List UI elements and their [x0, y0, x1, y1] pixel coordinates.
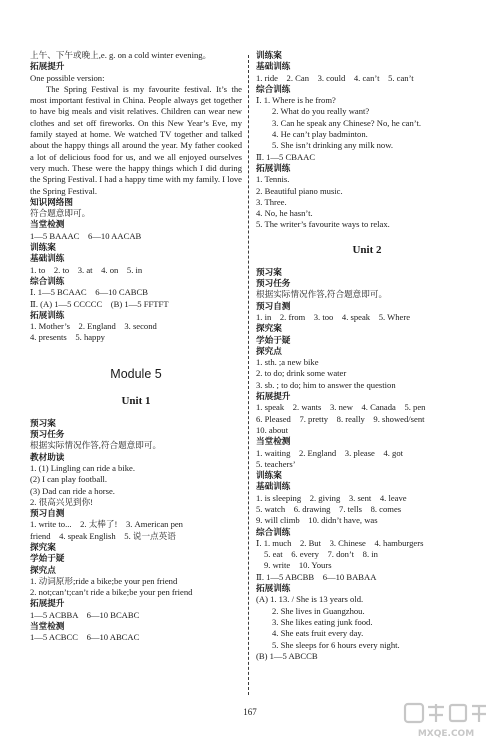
answer-line: Ⅱ. (A) 1—5 CCCCC (B) 1—5 FFTFT: [30, 298, 169, 309]
section-heading: 预习自测: [256, 300, 291, 311]
answer-line: 1. write to... 2. 太棒了! 3. American pen: [30, 519, 183, 530]
section-heading: 训练案: [256, 470, 282, 481]
answer-line: Ⅰ. 1. Where is he from?: [256, 95, 336, 106]
section-heading: 基础训练: [30, 253, 65, 264]
answer-line: (B) 1—5 ABCCB: [256, 650, 318, 661]
answer-line: 1. is sleeping 2. giving 3. sent 4. leave: [256, 492, 407, 503]
section-heading: 预习任务: [256, 278, 291, 289]
answer-line: 2. She lives in Guangzhou.: [272, 605, 365, 616]
answer-line: 3. She likes eating junk food.: [272, 616, 373, 627]
answer-line: 1. in 2. from 3. too 4. speak 5. Where: [256, 311, 411, 322]
section-heading: 学始于疑: [256, 334, 291, 345]
essay-paragraph: The Spring Festival is my favourite festival. It’s the most important festival in China. People always get together to have big meals and visit relatives. Children can wear new clothes and set off fireworks. On this New Year’s Eve, my family stayed at home. We watched TV together and talked about the happy things all around the year. My father cooked a lot of delicious food for us, and we all enjoyed ourselves very much. These were the happy things which I did during the Spring Festival. I had a happy time with my family. I love the Spring Festival.: [30, 83, 242, 196]
answer-line: 4. He can’t play badminton.: [272, 129, 368, 140]
section-heading: 预习案: [30, 417, 56, 428]
answer-line: 1. 动词原形;ride a bike;be your pen friend: [30, 575, 178, 586]
answer-line: 10. about: [256, 424, 288, 435]
answer-line: (A) 1. 13. / She is 13 years old.: [256, 594, 364, 605]
watermark-text: MXQE.COM: [417, 729, 475, 739]
section-heading: 探究点: [30, 564, 56, 575]
section-heading: 当堂检测: [30, 621, 65, 632]
answer-line: 9. will climb 10. didn’t have, was: [256, 515, 378, 526]
module-title: Module 5: [110, 366, 162, 381]
answer-line: 5. eat 6. every 7. don’t 8. in: [264, 549, 378, 560]
answer-line: 1. waiting 2. England 3. please 4. got: [256, 447, 404, 458]
page-number: 167: [243, 707, 257, 717]
answer-line: 2. to do; drink some water: [256, 368, 347, 379]
text-line: 上午、下午或晚上,e. g. on a cold winter evening。: [30, 50, 212, 60]
answer-line: 5. She sleeps for 6 hours every night.: [272, 639, 400, 650]
answer-line: 4. No, he hasn’t.: [256, 208, 313, 219]
section-heading: 教材助读: [30, 451, 65, 462]
section-heading: 探究点: [256, 345, 282, 356]
answer-line: 4. She eats fruit every day.: [272, 628, 364, 639]
section-heading: 探究案: [30, 541, 56, 552]
section-heading: 综合训练: [256, 526, 291, 537]
answer-line: Ⅱ. 1—5 ABCBB 6—10 BABAA: [256, 571, 377, 582]
text-line: 根据实际情况作答,符合题意即可。: [30, 440, 162, 451]
section-heading: 训练案: [256, 50, 282, 60]
section-heading: 拓展训练: [256, 583, 291, 594]
right-column: [256, 50, 478, 662]
text-line: One possible version:: [30, 72, 105, 83]
section-heading: 综合训练: [256, 83, 291, 94]
section-heading: 预习自测: [30, 508, 65, 519]
watermark-logo: [402, 701, 490, 741]
answer-line: 1—5 BAAAC 6—10 AACAB: [30, 230, 142, 241]
section-heading: 知识网络图: [30, 196, 73, 207]
answer-line: Ⅰ. 1—5 BCAAC 6—10 CABCB: [30, 287, 148, 298]
answer-line: 2. What do you really want?: [272, 106, 370, 117]
answer-line: Ⅱ. 1—5 CBAAC: [256, 151, 316, 162]
answer-line: 5. She isn’t drinking any milk now.: [272, 140, 394, 151]
answer-line: 6. Pleased 7. pretty 8. really 9. showed/sent: [256, 413, 425, 424]
answer-line: (2) I can play football.: [30, 474, 108, 485]
answer-line: 1. sth. ;a new bike: [256, 357, 319, 368]
unit-title: Unit 2: [352, 243, 382, 256]
answer-line: 1. ride 2. Can 3. could 4. can’t 5. can’t: [256, 72, 414, 83]
answer-line: 1. to 2. to 3. at 4. on 5. in: [30, 264, 143, 275]
answer-line: 1. (1) Lingling can ride a bike.: [30, 462, 136, 473]
section-heading: 探究案: [256, 323, 282, 334]
answer-line: 2. 很高兴见到你!: [30, 496, 94, 507]
answer-line: 5. watch 6. drawing 7. tells 8. comes: [256, 503, 402, 514]
answer-line: 3. Can he speak any Chinese? No, he can’t.: [272, 117, 421, 128]
answer-line: 3. Three.: [256, 196, 287, 207]
section-heading: 综合训练: [30, 275, 65, 286]
section-heading: 学始于疑: [30, 553, 65, 564]
answer-line: (3) Dad can ride a horse.: [30, 485, 115, 496]
section-heading: 拓展提升: [256, 391, 291, 402]
answer-line: 1. Tennis.: [256, 174, 290, 185]
answer-line: 1—5 ACBBA 6—10 BCABC: [30, 609, 140, 620]
unit-title: Unit 1: [121, 394, 151, 407]
section-heading: 拓展训练: [30, 309, 65, 320]
answer-line: 1. Mother’s 2. England 3. second: [30, 321, 157, 332]
answer-line: friend 4. speak English 5. 说一点英语: [30, 530, 176, 541]
column-divider: [248, 55, 249, 695]
text-line: 根据实际情况作答,符合题意即可。: [256, 289, 388, 300]
answer-line: 4. presents 5. happy: [30, 332, 105, 343]
answer-line: 1. speak 2. wants 3. new 4. Canada 5. pen: [256, 402, 426, 413]
section-heading: 训练案: [30, 242, 56, 253]
answer-line: 5. teachers’: [256, 458, 296, 469]
answer-line: 1—5 ACBCC 6—10 ABCAC: [30, 632, 140, 643]
answer-line: 9. write 10. Yours: [264, 560, 332, 571]
answer-line: Ⅰ. 1. much 2. But 3. Chinese 4. hamburgers: [256, 537, 424, 548]
section-heading: 当堂检测: [30, 219, 65, 230]
answer-line: 3. sb. ; to do; him to answer the question: [256, 379, 396, 390]
left-column: [30, 50, 242, 644]
section-heading: 基础训练: [256, 481, 291, 492]
text-line: 符合题意即可。: [30, 208, 91, 219]
section-heading: 当堂检测: [256, 436, 291, 447]
answer-line: 5. The writer’s favourite ways to relax.: [256, 219, 390, 230]
section-heading: 拓展训练: [256, 162, 291, 173]
answer-line: 2. not;can’t;can’t ride a bike;be your pen friend: [30, 587, 193, 598]
answer-line: 2. Beautiful piano music.: [256, 185, 343, 196]
section-heading: 拓展提升: [30, 598, 65, 609]
section-heading: 基础训练: [256, 61, 291, 72]
section-heading: 预习案: [256, 266, 282, 277]
section-heading: 拓展提升: [30, 61, 65, 72]
section-heading: 预习任务: [30, 429, 65, 440]
